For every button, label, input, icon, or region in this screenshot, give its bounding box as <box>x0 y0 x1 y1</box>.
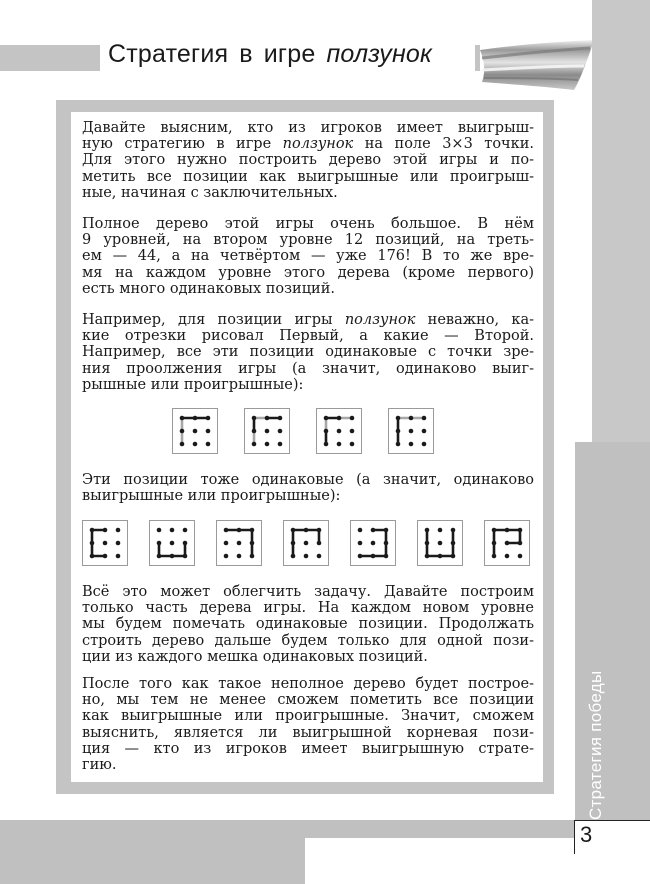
board-dot <box>183 541 188 546</box>
text-line: После того как такое неполное дерево будет построе- <box>82 676 534 692</box>
board-dot <box>350 429 355 434</box>
board-dot <box>170 554 175 559</box>
board-dot <box>384 541 389 546</box>
text-line: но, мы тем не менее сможем пометить все позиции <box>82 692 534 709</box>
board-dot <box>518 554 523 559</box>
board-dot <box>116 528 121 533</box>
board-dot <box>103 554 108 559</box>
board-dot <box>358 528 363 533</box>
board-dot <box>304 528 309 533</box>
board-dot <box>250 554 255 559</box>
game-position-board <box>350 520 396 566</box>
board-dot <box>206 442 211 447</box>
text-line: 9 уровней, на втором уровне 12 позиций, на треть- <box>82 232 534 249</box>
title-italic-word: ползунок <box>326 40 433 68</box>
board-dot <box>265 442 270 447</box>
board-dot <box>193 429 198 434</box>
board-dot <box>90 554 95 559</box>
text-line: выяснить, является ли выигрышной корневая пози- <box>82 724 534 741</box>
board-dot <box>206 429 211 434</box>
board-dot <box>116 541 121 546</box>
board-dot <box>505 541 510 546</box>
board-dot <box>371 528 376 533</box>
footer-bar <box>0 820 575 838</box>
text-line: ем — 44, а на четвёртом — уже 176! В то же вре- <box>82 248 534 265</box>
board-dot <box>291 541 296 546</box>
text-line: ную стратегию в игре ползунок на поле 3×3 точки. <box>82 136 534 153</box>
board-dot <box>425 528 430 533</box>
text-line: Эти позиции тоже одинаковые (а значит, одинаково <box>82 472 534 488</box>
board-dot <box>250 528 255 533</box>
game-position-board <box>388 408 434 454</box>
board-dot <box>505 528 510 533</box>
text-line: ции из каждого мешка одинаковых позиций. <box>82 648 428 665</box>
board-dot <box>396 442 401 447</box>
board-dot <box>252 416 257 421</box>
game-position-board <box>149 520 195 566</box>
board-dot <box>183 554 188 559</box>
board-dot <box>206 416 211 421</box>
board-dot <box>224 554 229 559</box>
board-dot <box>371 554 376 559</box>
board-dot <box>425 541 430 546</box>
board-dot <box>103 541 108 546</box>
paragraph <box>82 472 534 504</box>
page-number-rule <box>574 820 650 821</box>
board-dot <box>422 442 427 447</box>
board-dot <box>278 429 283 434</box>
text-line: метить все позиции как выигрышные или проигрыш- <box>82 168 534 185</box>
board-dot <box>317 541 322 546</box>
board-dot <box>438 528 443 533</box>
game-position-board <box>172 408 218 454</box>
page-number: 3 <box>580 822 593 847</box>
board-dot <box>193 416 198 421</box>
board-dot <box>425 554 430 559</box>
board-dot <box>237 528 242 533</box>
board-dot <box>170 528 175 533</box>
board-dot <box>116 554 121 559</box>
text-line: кие отрезки рисовал Первый, а какие — Второй. <box>82 328 534 345</box>
board-dot <box>317 528 322 533</box>
section-side-label: Стратегия победы <box>586 670 605 820</box>
board-dot <box>265 429 270 434</box>
text-line: Для этого нужно построить дерево этой игры и по- <box>82 152 534 169</box>
right-margin-strip <box>592 0 650 442</box>
board-dot <box>103 528 108 533</box>
game-position-board <box>417 520 463 566</box>
title-word: игре <box>263 40 316 68</box>
board-dot <box>492 541 497 546</box>
board-dot <box>337 429 342 434</box>
board-dot <box>237 541 242 546</box>
text-line: мы будем помечать одинаковые позиции. Продолжать <box>82 616 534 633</box>
board-dot <box>250 541 255 546</box>
paragraph <box>82 216 534 297</box>
text-line: гию. <box>82 756 117 773</box>
board-dot <box>350 416 355 421</box>
board-dot <box>438 554 443 559</box>
board-dot <box>422 429 427 434</box>
board-dot <box>396 416 401 421</box>
board-dot <box>409 442 414 447</box>
board-dot <box>291 528 296 533</box>
text-line: ция — кто из игроков имеет выигрышную страте- <box>82 740 534 757</box>
board-dot <box>157 554 162 559</box>
board-dot <box>304 541 309 546</box>
board-dot <box>252 442 257 447</box>
board-dot <box>304 554 309 559</box>
paragraph <box>82 584 534 665</box>
text-line: Давайте выясним, кто из игроков имеет выигрыш- <box>82 120 534 136</box>
game-position-board <box>82 520 128 566</box>
board-dot <box>180 416 185 421</box>
board-dot <box>438 541 443 546</box>
board-dot <box>324 429 329 434</box>
board-dot <box>451 554 456 559</box>
board-dot <box>451 528 456 533</box>
board-dot <box>492 554 497 559</box>
board-dot <box>90 541 95 546</box>
board-dot <box>157 541 162 546</box>
page-title <box>108 40 473 69</box>
board-dot <box>396 429 401 434</box>
title-word: в <box>239 40 253 68</box>
text-line: ные, начиная с заключительных. <box>82 184 338 201</box>
board-dot <box>358 554 363 559</box>
board-dot <box>265 416 270 421</box>
board-dot <box>224 528 229 533</box>
board-dot <box>278 442 283 447</box>
board-dot <box>237 554 242 559</box>
text-line: ния проолжения игры (а значит, одинаково выиг- <box>82 360 534 377</box>
text-line: Всё это может облегчить задачу. Давайте построим <box>82 584 534 600</box>
board-dot <box>371 541 376 546</box>
game-position-board <box>283 520 329 566</box>
board-dot <box>518 528 523 533</box>
board-dot <box>451 541 456 546</box>
board-dot <box>384 528 389 533</box>
board-dot <box>193 442 198 447</box>
text-line: только часть дерева игры. На каждом новом уровне <box>82 600 534 617</box>
board-dot <box>180 442 185 447</box>
text-line: Например, все эти позиции одинаковые с точки зре- <box>82 344 534 361</box>
paragraph <box>82 676 534 773</box>
board-dot <box>409 429 414 434</box>
game-position-board <box>216 520 262 566</box>
board-dot <box>337 416 342 421</box>
text-line: выигрышные или проигрышные): <box>82 488 341 505</box>
text-line: мя на каждом уровне этого дерева (кроме первого) <box>82 264 534 281</box>
board-dot <box>337 442 342 447</box>
text-line: строить дерево дальше будем только для одной пози- <box>82 632 534 649</box>
board-dot <box>170 541 175 546</box>
game-position-board <box>316 408 362 454</box>
title-word: Стратегия <box>108 40 229 68</box>
board-dot <box>224 541 229 546</box>
text-line: есть много одинаковых позиций. <box>82 280 335 297</box>
board-dot <box>384 554 389 559</box>
text-line: Например, для позиции игры ползунок неважно, ка- <box>82 312 534 328</box>
board-dot <box>90 528 95 533</box>
brush-stroke-decoration <box>478 38 596 94</box>
text-line: Полное дерево этой игры очень большое. В нём <box>82 216 534 232</box>
paragraph <box>82 120 534 201</box>
board-dot <box>350 442 355 447</box>
board-dot <box>409 416 414 421</box>
board-dot <box>324 442 329 447</box>
game-position-board <box>484 520 530 566</box>
board-dot <box>422 416 427 421</box>
paragraph <box>82 312 534 393</box>
board-dot <box>291 554 296 559</box>
board-dot <box>324 416 329 421</box>
board-dot <box>180 429 185 434</box>
board-dot <box>358 541 363 546</box>
board-dot <box>492 528 497 533</box>
game-position-board <box>244 408 290 454</box>
page-number-rule <box>574 820 575 854</box>
board-dot <box>505 554 510 559</box>
board-dot <box>317 554 322 559</box>
board-dot <box>518 541 523 546</box>
board-dot <box>157 528 162 533</box>
text-line: рышные или проигрышные): <box>82 376 304 393</box>
footer-block <box>0 838 305 884</box>
board-dot <box>183 528 188 533</box>
board-dot <box>278 416 283 421</box>
text-line: как выигрышные или проигрышные. Значит, сможем <box>82 708 534 725</box>
board-dot <box>252 429 257 434</box>
